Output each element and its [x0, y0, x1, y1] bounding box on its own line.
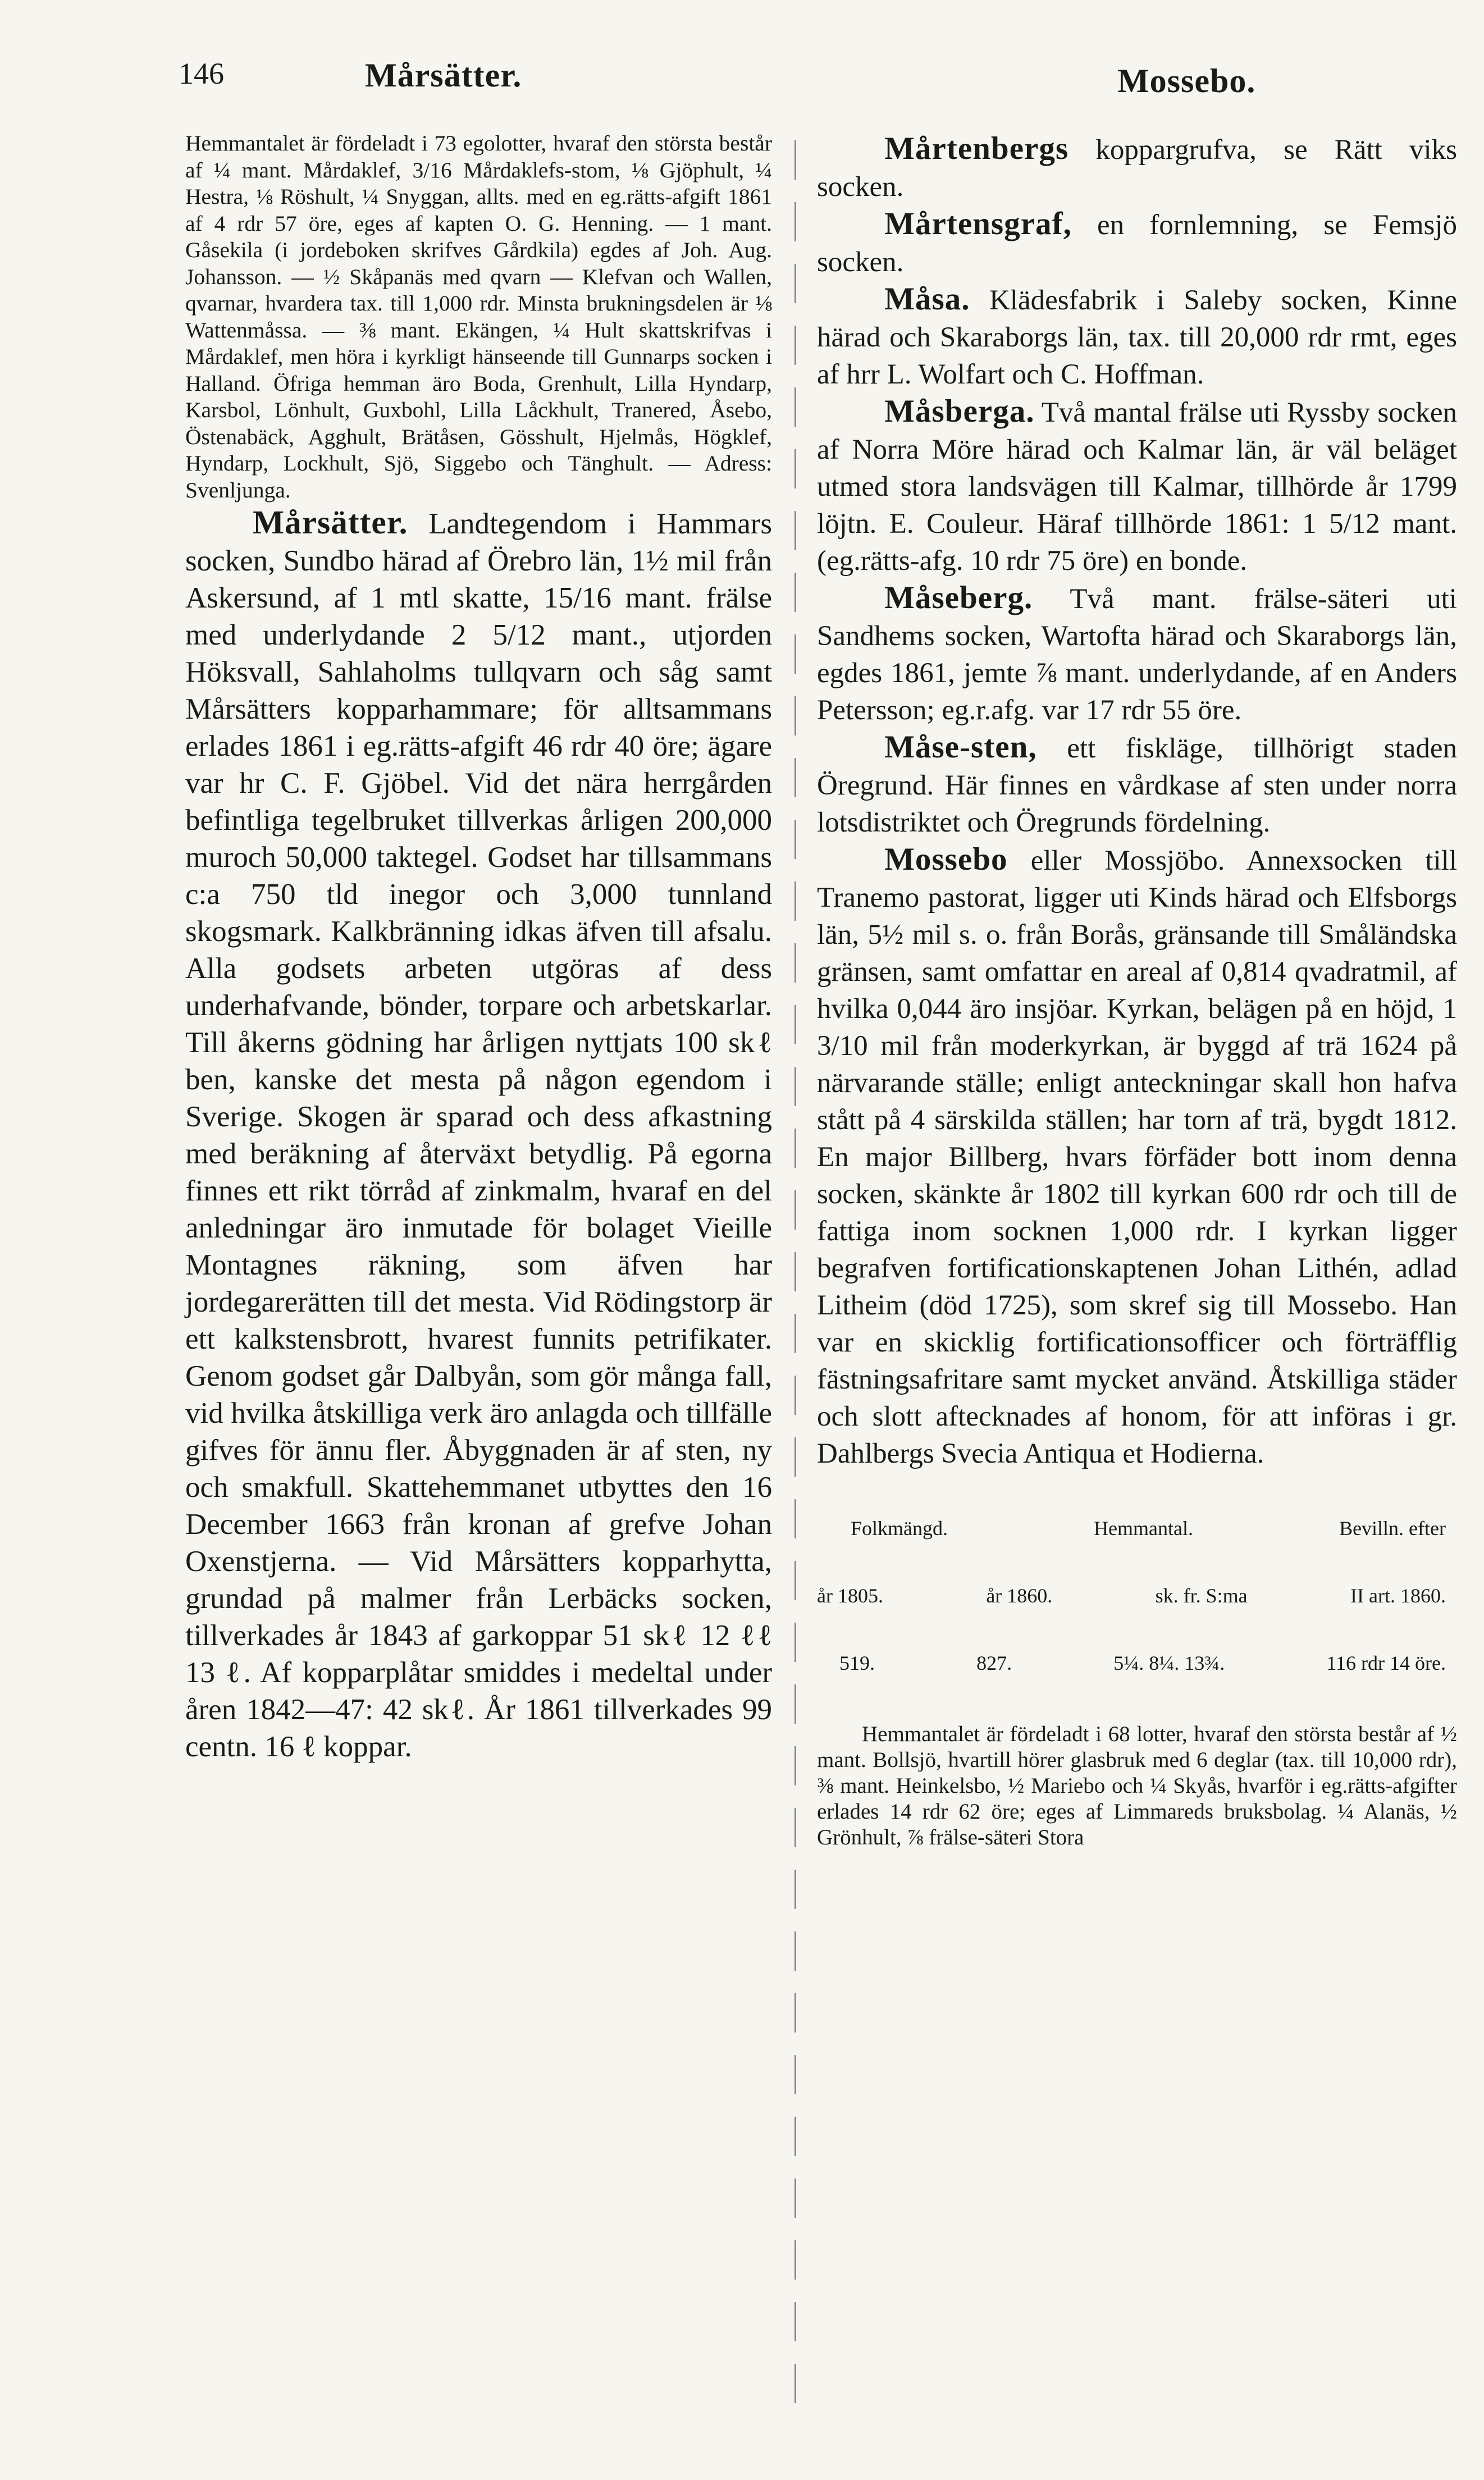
statistics-table: [817, 1472, 1457, 1719]
right-column: [817, 130, 1457, 1851]
entry-headword: Mårtensgraf,: [884, 206, 1072, 241]
stats-cell: Folkmängd.: [851, 1517, 948, 1540]
stats-cell: 5¼. 8¼. 13¾.: [1113, 1652, 1225, 1674]
entry-masberga: [817, 393, 1457, 579]
entry-mossebo: [817, 841, 1457, 1472]
stats-cell: Hemmantal.: [1094, 1517, 1194, 1540]
entry-text: eller Mossjöbo. Annexsocken till Tranemo pastorat, ligger uti Kinds härad och Elfsborgs län, 5½ mil s. o. från Borås, gränsande till Småländska gränsen, samt omfattar en areal af 0,814 qvadratmil, af hvilka 0,044 äro insjöar. Kyrkan, belägen på en höjd, 1 3/10 mil från moderkyrkan, är byggd af trä 1624 på närvarande ställe; enligt anteckningar skall hon hafva stått på 4 särskilda ställen; har torn af trä, bygdt 1812. En major Billberg, hvars förfäder bott inom denna socken, skänkte år 1802 till kyrkan 600 rdr och till de fattiga inom socknen 1,000 rdr. I kyrkan ligger begrafven fortificationskaptenen Johan Lithén, adlad Litheim (död 1725), som skref sig till Mossebo. Han var en skicklig fortificationsofficer och förträfflig fästningsafritare samt mycket använd. Åtskilliga städer och slott aftecknades af honom, för att införas i gr. Dahlbergs Svecia Antiqua et Hodierna.: [817, 845, 1457, 1469]
entry-martensgraf: [817, 205, 1457, 281]
page-number: 146: [179, 57, 224, 90]
running-head-right: Mossebo.: [1117, 62, 1256, 99]
entry-masa: [817, 281, 1457, 393]
stats-header-row: [817, 1517, 1457, 1540]
entry-text: Två mantal frälse uti Ryssby socken af Norra Möre härad och Kalmar län, är väl beläget utmed stora landsvägen till Kalmar, tillhörde år 1799 löjtn. E. Couleur. Häraf tillhörde 1861: 1 5/12 mant. (eg.rätts-afg. 10 rdr 75 öre) en bonde.: [817, 397, 1457, 577]
entry-headword: Måseberg.: [884, 580, 1033, 615]
entry-headword: Måsberga.: [884, 394, 1035, 429]
entry-text: koppargrufva, se Rätt viks socken.: [817, 134, 1458, 203]
entry-text: ett fiskläge, tillhörigt staden Öregrund. Här finnes en vårdkase af sten under norra lotsdistriktet och Öregrunds fördelning.: [817, 733, 1457, 838]
stats-cell: år 1805.: [817, 1584, 883, 1607]
entry-headword: Måsa.: [884, 281, 970, 317]
entry-headword: Mossebo: [884, 842, 1008, 877]
entry-headword: Mårtenbergs: [884, 131, 1069, 166]
entry-headword: Mårsätter.: [253, 504, 408, 541]
entry-text: Två mant. frälse-säteri uti Sandhems socken, Wartofta härad och Skaraborgs län, egdes 1861, jemte ⅞ mant. underlydande, af en Anders Petersson; eg.r.afg. var 17 rdr 55 öre.: [817, 583, 1457, 726]
stats-cell: Bevilln. efter: [1339, 1517, 1446, 1540]
page-header: [0, 0, 1484, 129]
stats-cell: sk. fr. S:ma: [1155, 1584, 1248, 1607]
left-column: [185, 130, 772, 1765]
stats-cell: II art. 1860.: [1350, 1584, 1446, 1607]
stats-cell: år 1860.: [986, 1584, 1053, 1607]
running-head-left: Mårsätter.: [365, 57, 522, 94]
entry-martenbergs: [817, 130, 1457, 205]
intro-paragraph: Hemmantalet är fördeladt i 73 egolotter, hvaraf den största består af ¼ mant. Mårdaklef, 3/16 Mårdaklefs-stom, ⅛ Gjöphult, ¼ Hestra, ⅛ Röshult, ¼ Snyggan, allts. med en eg.rätts-afgift 1861 af 4 rdr 57 öre, eges af kapten O. G. Henning. — 1 mant. Gåsekila (i jordeboken skrifves Gårdkila) egdes af Joh. Aug. Johansson. — ½ Skåpanäs med qvarn — Klefvan och Wallen, qvarnar, hvardera tax. till 1,000 rdr. Minsta brukningsdelen är ⅛ Wattenmåssa. — ⅜ mant. Ekängen, ¼ Hult skattskrifvas i Mårdaklef, men höra i kyrkligt hänseende till Gunnarps socken i Halland. Öfriga hemman äro Boda, Grenhult, Lilla Hyndarp, Karsbol, Lönhult, Guxbohl, Lilla Låckhult, Tranered, Åsebo, Östenabäck, Agghult, Brätåsen, Gösshult, Hjelmås, Högklef, Hyndarp, Lockhult, Sjö, Siggebo och Tänghult. — Adress: Svenljunga.: [185, 131, 772, 503]
entry-text: Klädesfabrik i Saleby socken, Kinne härad och Skaraborgs län, tax. till 20,000 rdr rmt, eges af hrr L. Wolfart och C. Hoffman.: [817, 285, 1457, 390]
entry-text: en fornlemning, se Femsjö socken.: [817, 209, 1458, 278]
stats-value-row: [817, 1652, 1457, 1674]
entry-maseberg: [817, 579, 1457, 729]
column-divider: [794, 140, 796, 2409]
stats-cell: 116 rdr 14 öre.: [1326, 1652, 1446, 1674]
entry-text: Landtegendom i Hammars socken, Sundbo härad af Örebro län, 1½ mil från Askersund, af 1 mtl skatte, 15/16 mant. frälse med underlydande 2 5/12 mant., utjorden Höksvall, Sahlaholms tullqvarn och såg samt Mårsätters kopparhammare; för alltsammans erlades 1861 i eg.rätts-afgift 46 rdr 40 öre; ägare var hr C. F. Gjöbel. Vid det nära herrgården befintliga tegelbruket tillverkas årligen 200,000 muroch 50,000 taktegel. Godset har tillsammans c:a 750 tld inegor och 3,000 tunnland skogsmark. Kalkbränning idkas äfven till afsalu. Alla godsets arbeten utgöras af dess underhafvande, bönder, torpare och arbetskarlar. Till åkerns gödning har årligen nyttjats 100 skℓ ben, kanske det mesta på någon egendom i Sverige. Skogen är sparad och dess afkastning med beräkning af återväxt betydlig. På egorna finnes ett rikt törråd af zinkmalm, hvaraf en del anledningar äro inmutade för bolaget Vieille Montagnes räkning, som äfven har jordegarerätten till det mesta. Vid Rödingstorp är ett kalkstensbrott, hvarest funnits petrifikater. Genom godset går Dalbyån, som gör många fall, vid hvilka åtskilliga verk äro anlagda och tillfälle gifves för ännu fler. Åbyggnaden är af sten, ny och smakfull. Skattehemmanet utbyttes den 16 December 1663 från kronan af grefve Johan Oxenstjerna. — Vid Mårsätters kopparhytta, grundad på malmer från Lerbäcks socken, tillverkades år 1843 af garkoppar 51 skℓ 12 ℓℓ 13 ℓ. Af kopparplåtar smiddes i medeltal under åren 1842—47: 42 skℓ. År 1861 tillverkades 99 centn. 16 ℓ koppar.: [185, 508, 772, 1763]
stats-cell: 827.: [976, 1652, 1012, 1674]
entry-marsatter: [185, 504, 772, 1765]
stats-subheader-row: [817, 1584, 1457, 1607]
closing-paragraph: Hemmantalet är fördeladt i 68 lotter, hvaraf den största består af ½ mant. Bollsjö, hvartill hörer glasbruk med 6 deglar (tax. till 10,000 rdr), ⅜ mant. Heinkelsbo, ½ Mariebo och ¼ Skyås, hvarför i eg.rätts-afgifter erlades 14 rdr 62 öre; eges af Limmareds bruksbolag. ¼ Alanäs, ½ Grönhult, ⅞ frälse-säteri Stora: [817, 1722, 1457, 1849]
entry-headword: Måse-sten,: [884, 729, 1037, 765]
entry-mase-sten: [817, 729, 1457, 841]
stats-cell: 519.: [839, 1652, 875, 1674]
